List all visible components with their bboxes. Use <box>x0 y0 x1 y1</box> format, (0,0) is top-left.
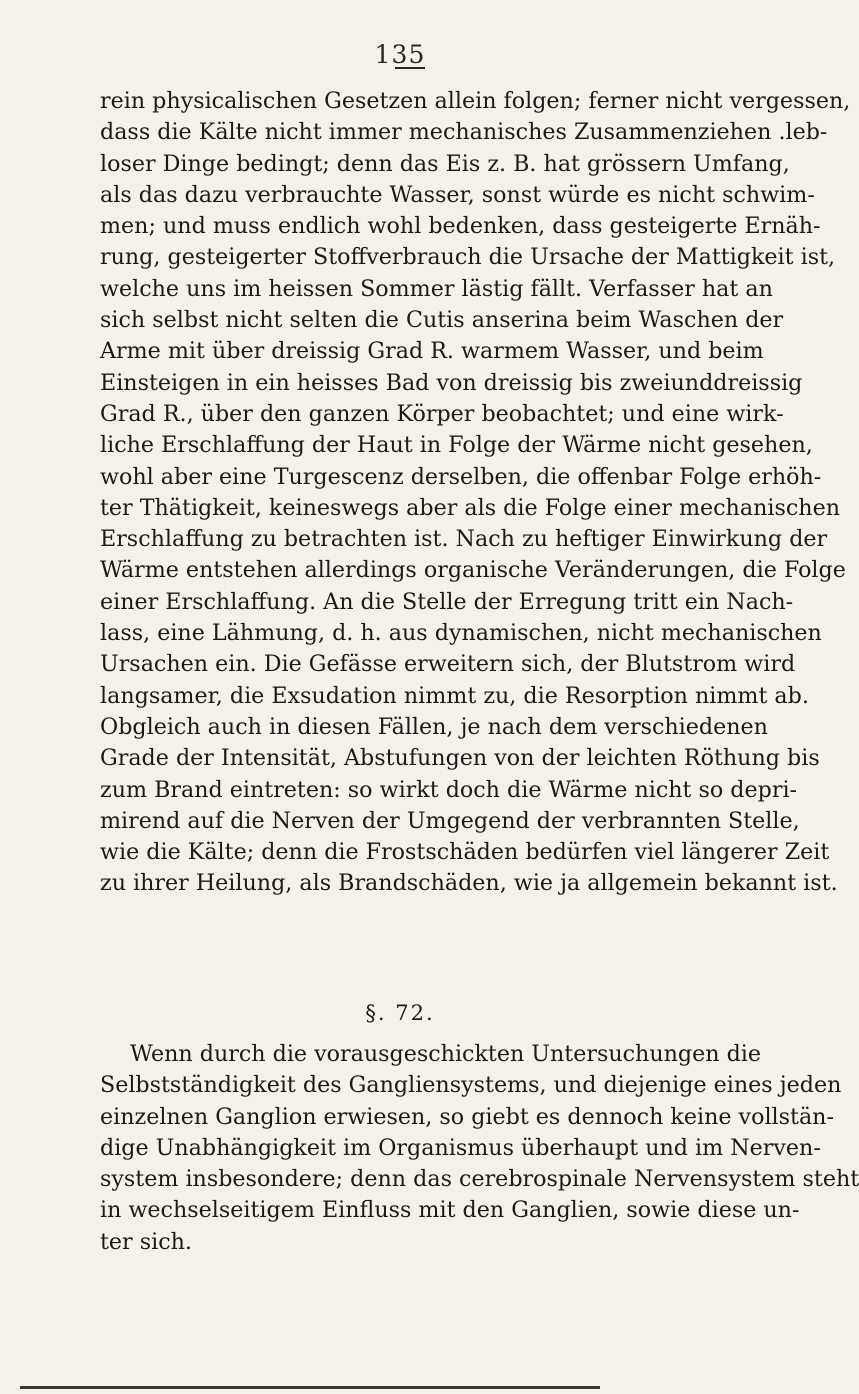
text-line: zu ihrer Heilung, als Brandschäden, wie ja allgemein bekannt ist. <box>100 870 838 897</box>
text-line: ter sich. <box>100 1228 192 1255</box>
text-line: Arme mit über dreissig Grad R. warmem Wasser, und beim <box>100 338 764 365</box>
text-line: wie die Kälte; denn die Frostschäden bedürfen viel längerer Zeit <box>100 839 830 866</box>
text-line: Erschlaffung zu betrachten ist. Nach zu heftiger Einwirkung der <box>100 526 828 553</box>
text-line: rein physicalischen Gesetzen allein folgen; ferner nicht vergessen, <box>100 88 851 114</box>
text-line: system insbesondere; denn das cerebrospinale Nervensystem steht <box>100 1166 859 1193</box>
paragraph-2 <box>100 1039 859 1258</box>
text-line: langsamer, die Exsudation nimmt zu, die Resorption nimmt ab. <box>100 682 809 709</box>
text-line: Wärme entstehen allerdings organische Veränderungen, die Folge <box>100 557 846 584</box>
paragraph-1 <box>100 86 851 900</box>
text-line: mirend auf die Nerven der Umgegend der verbrannten Stelle, <box>100 807 800 834</box>
text-line: in wechselseitigem Einfluss mit den Ganglien, sowie diese un- <box>100 1197 800 1224</box>
text-line: als das dazu verbrauchte Wasser, sonst würde es nicht schwim- <box>100 181 815 208</box>
text-line: loser Dinge bedingt; denn das Eis z. B. hat grössern Umfang, <box>100 150 790 177</box>
section-heading: §. 72. <box>365 1001 435 1025</box>
text-line: men; und muss endlich wohl bedenken, dass gesteigerte Ernäh- <box>100 213 821 240</box>
text-line: Selbstständigkeit des Gangliensystems, und diejenige eines jeden <box>100 1072 842 1099</box>
text-line: lass, eine Lähmung, d. h. aus dynamischen, nicht mechanischen <box>100 620 822 647</box>
text-line: Grade der Intensität, Abstufungen von der leichten Röthung bis <box>100 745 820 772</box>
text-line: welche uns im heissen Sommer lästig fällt. Verfasser hat an <box>100 275 773 302</box>
text-line: wohl aber eine Turgescenz derselben, die offenbar Folge erhöh- <box>100 463 822 490</box>
text-line: einer Erschlaffung. An die Stelle der Erregung tritt ein Nach- <box>100 588 794 615</box>
text-line: einzelnen Ganglion erwiesen, so giebt es dennoch keine vollstän- <box>100 1103 834 1130</box>
text-line: sich selbst nicht selten die Cutis anserina beim Waschen der <box>100 307 784 334</box>
text-line: Grad R., über den ganzen Körper beobachtet; und eine wirk- <box>100 400 784 427</box>
text-line: Ursachen ein. Die Gefässe erweitern sich, der Blutstrom wird <box>100 651 796 678</box>
page-number: 135 <box>0 40 800 71</box>
text-line: Obgleich auch in diesen Fällen, je nach dem verschiedenen <box>100 713 768 740</box>
text-line: ter Thätigkeit, keineswegs aber als die Folge einer mechanischen <box>100 494 840 521</box>
bottom-rule <box>20 1386 600 1389</box>
text-line: liche Erschlaffung der Haut in Folge der Wärme nicht gesehen, <box>100 432 813 459</box>
text-line: zum Brand eintreten: so wirkt doch die Wärme nicht so depri- <box>100 776 798 803</box>
text-line: dass die Kälte nicht immer mechanisches Zusammenziehen .leb- <box>100 119 828 146</box>
text-line: Einsteigen in ein heisses Bad von dreissig bis zweiunddreissig <box>100 369 803 396</box>
text-line: rung, gesteigerter Stoffverbrauch die Ursache der Mattigkeit ist, <box>100 244 836 271</box>
text-line: dige Unabhängigkeit im Organismus überhaupt und im Nerven- <box>100 1134 821 1161</box>
text-line: Wenn durch die vorausgeschickten Untersuchungen die <box>130 1041 762 1067</box>
